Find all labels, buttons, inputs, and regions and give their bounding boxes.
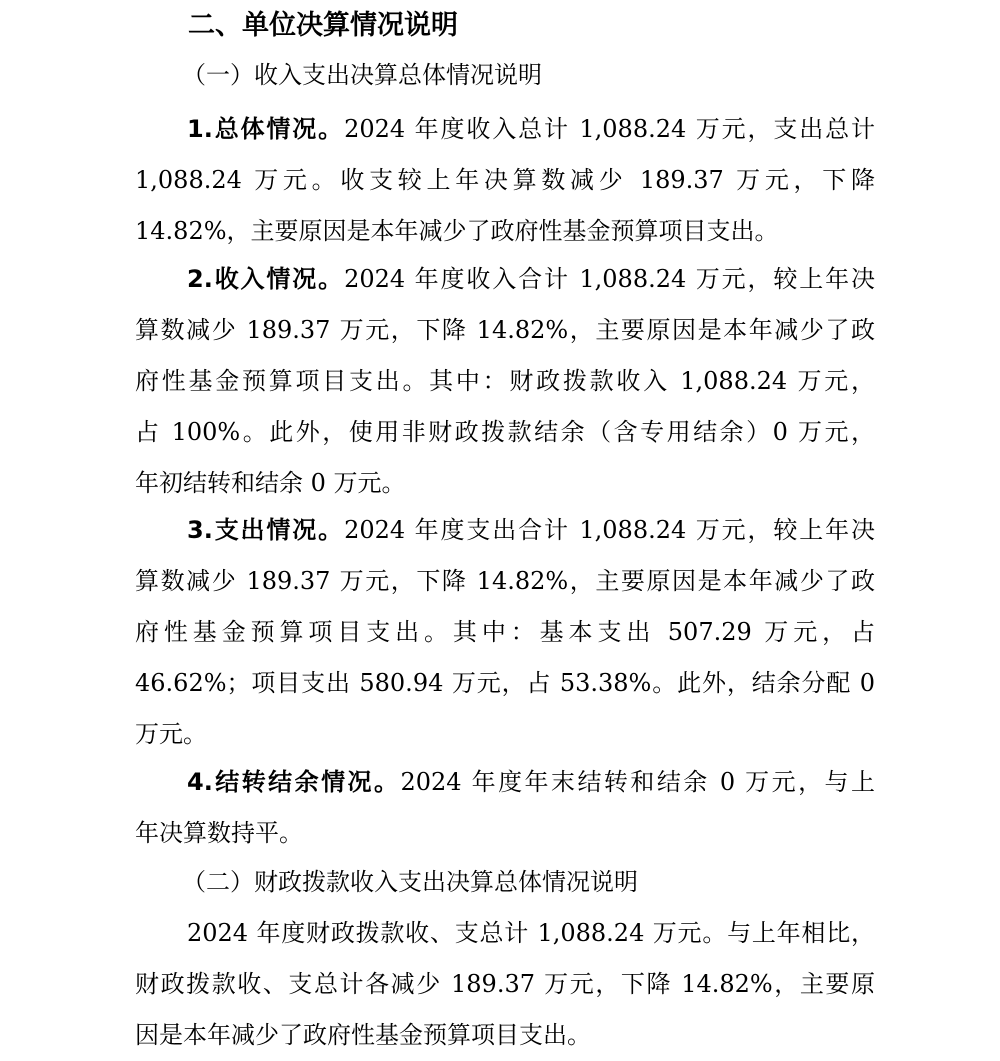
paragraph-lead: 1.总体情况。 [187,115,345,143]
paragraph-line: 算数减少 189.37 万元，下降 14.82%，主要原因是本年减少了政 [135,316,875,344]
subheading-fiscal-allocation-overview: （二）财政拨款收入支出决算总体情况说明 [182,868,638,896]
paragraph-text: 2024 年度年末结转和结余 0 万元，与上 [400,768,875,796]
paragraph-line [135,104,875,155]
paragraph-line: 14.82%，主要原因是本年减少了政府性基金预算项目支出。 [135,217,779,245]
paragraph-fiscal-allocation [135,908,875,1061]
paragraph-line: 占 100%。此外，使用非财政拨款结余（含专用结余）0 万元， [135,418,875,446]
paragraph-text: 2024 年度收入总计 1,088.24 万元，支出总计 [344,115,875,143]
paragraph-line: 年决算数持平。 [135,819,303,847]
paragraph-line: 算数减少 189.37 万元，下降 14.82%，主要原因是本年减少了政 [135,567,875,595]
subheading-income-expense-overview: （一）收入支出决算总体情况说明 [182,61,542,89]
paragraph-line: 因是本年减少了政府性基金预算项目支出。 [135,1021,591,1049]
paragraph-line: 46.62%；项目支出 580.94 万元，占 53.38%。此外，结余分配 0 [135,669,875,697]
paragraph-carryover [135,757,875,859]
paragraph-text: 2024 年度收入合计 1,088.24 万元，较上年决 [344,265,875,293]
paragraph-line: 万元。 [135,720,207,748]
paragraph-line: 府性基金预算项目支出。其中：基本支出 507.29 万元，占 [135,618,875,646]
paragraph-overall [135,104,875,257]
paragraph-lead: 2.收入情况。 [187,265,345,293]
paragraph-line [135,254,875,305]
paragraph-line: 财政拨款收、支总计各减少 189.37 万元，下降 14.82%，主要原 [135,970,875,998]
paragraph-line: 年初结转和结余 0 万元。 [135,469,406,497]
paragraph-text: 2024 年度支出合计 1,088.24 万元，较上年决 [344,516,875,544]
paragraph-line: 1,088.24 万元。收支较上年决算数减少 189.37 万元，下降 [135,166,875,194]
paragraph-income [135,254,875,509]
paragraph-expense [135,505,875,760]
section-title: 二、单位决算情况说明 [188,10,458,41]
paragraph-line: 府性基金预算项目支出。其中：财政拨款收入 1,088.24 万元， [135,367,875,395]
paragraph-line [135,757,875,808]
paragraph-line [135,505,875,556]
paragraph-lead: 3.支出情况。 [187,516,345,544]
paragraph-line: 2024 年度财政拨款收、支总计 1,088.24 万元。与上年相比， [187,919,875,947]
paragraph-lead: 4.结转结余情况。 [187,768,401,796]
